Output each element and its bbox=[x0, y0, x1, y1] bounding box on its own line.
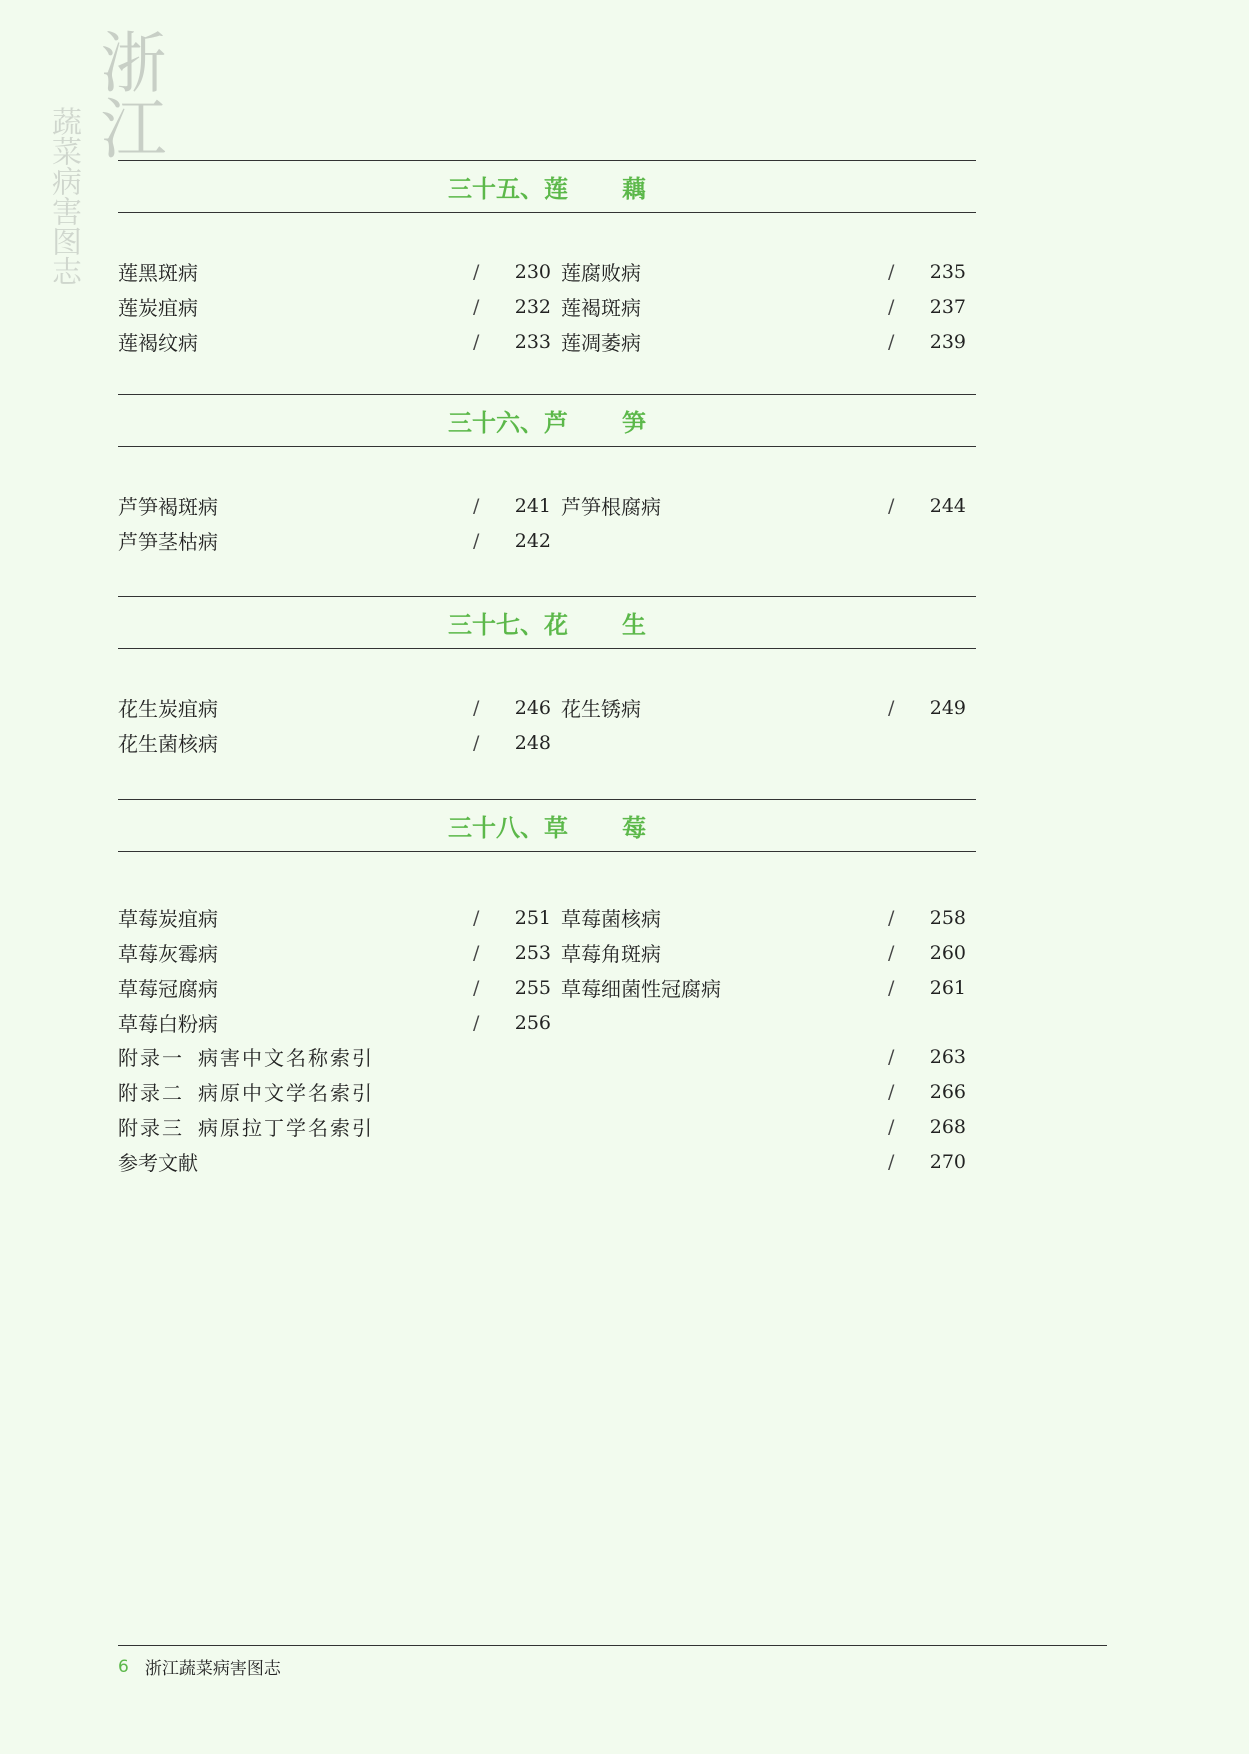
appendix-title: 病原拉丁学名索引 bbox=[198, 1116, 374, 1140]
entry-label: 芦笋茎枯病 bbox=[118, 530, 218, 554]
entry-page: 258 bbox=[929, 906, 966, 929]
entry-page: 239 bbox=[929, 330, 966, 353]
separator: / bbox=[473, 529, 480, 552]
entry-label: 草莓冠腐病 bbox=[118, 977, 218, 1001]
entry-label: 草莓白粉病 bbox=[118, 1012, 218, 1036]
separator: / bbox=[473, 696, 480, 719]
book-subtitle-mark: 蔬菜病害图志 bbox=[46, 106, 81, 286]
toc-entry[interactable] bbox=[118, 935, 561, 970]
toc-content bbox=[118, 160, 976, 1179]
appendix-entry[interactable] bbox=[118, 1109, 976, 1144]
appendix-list bbox=[118, 1039, 976, 1179]
entry-page: 230 bbox=[514, 260, 551, 283]
page-footer bbox=[118, 1645, 1107, 1679]
separator: / bbox=[473, 295, 480, 318]
separator: / bbox=[473, 330, 480, 353]
section-header bbox=[118, 160, 976, 213]
separator: / bbox=[888, 330, 895, 353]
toc-entry[interactable] bbox=[561, 488, 976, 523]
entry-label: 草莓灰霉病 bbox=[118, 942, 218, 966]
entry-page: 244 bbox=[929, 494, 966, 517]
separator: / bbox=[888, 1080, 895, 1103]
entry-label: 草莓炭疽病 bbox=[118, 907, 218, 931]
entry-label: 草莓菌核病 bbox=[561, 907, 661, 931]
appendix-prefix: 附录二 bbox=[118, 1081, 184, 1105]
toc-entry[interactable] bbox=[118, 725, 561, 760]
section-number: 三十五、 bbox=[448, 175, 544, 203]
toc-entry[interactable] bbox=[561, 254, 976, 289]
entry-page: 255 bbox=[514, 976, 551, 999]
separator: / bbox=[473, 941, 480, 964]
appendix-title: 病原中文学名索引 bbox=[198, 1081, 374, 1105]
toc-entry[interactable] bbox=[118, 324, 561, 359]
section-header bbox=[118, 799, 976, 852]
section-header bbox=[118, 394, 976, 447]
separator: / bbox=[888, 696, 895, 719]
book-title-mark: 浙江 bbox=[89, 28, 166, 160]
toc-entry[interactable] bbox=[561, 289, 976, 324]
toc-entry[interactable] bbox=[118, 900, 561, 935]
section-name-b: 藕 bbox=[622, 175, 646, 203]
toc-section bbox=[118, 596, 976, 799]
separator: / bbox=[473, 906, 480, 929]
entry-label: 花生炭疽病 bbox=[118, 697, 218, 721]
toc-entry[interactable] bbox=[561, 900, 976, 935]
toc-section bbox=[118, 799, 976, 1039]
section-name-a: 花 bbox=[544, 611, 568, 639]
entry-label: 莲褐斑病 bbox=[561, 296, 641, 320]
appendix-entry[interactable] bbox=[118, 1074, 976, 1109]
separator: / bbox=[888, 1115, 895, 1138]
separator: / bbox=[888, 976, 895, 999]
appendix-page: 263 bbox=[929, 1045, 966, 1068]
entry-label: 草莓细菌性冠腐病 bbox=[561, 977, 721, 1001]
toc-entry[interactable] bbox=[561, 324, 976, 359]
entry-page: 237 bbox=[929, 295, 966, 318]
toc-entry[interactable] bbox=[561, 935, 976, 970]
appendix-page: 266 bbox=[929, 1080, 966, 1103]
section-name-b: 生 bbox=[622, 611, 646, 639]
entry-page: 260 bbox=[929, 941, 966, 964]
separator: / bbox=[888, 906, 895, 929]
entry-label: 草莓角斑病 bbox=[561, 942, 661, 966]
toc-entry[interactable] bbox=[561, 970, 976, 1005]
appendix-prefix: 附录三 bbox=[118, 1116, 184, 1140]
toc-entry[interactable] bbox=[118, 523, 561, 558]
separator: / bbox=[888, 494, 895, 517]
entry-label: 莲炭疽病 bbox=[118, 296, 198, 320]
footer-book-title: 浙江蔬菜病害图志 bbox=[144, 1659, 281, 1679]
toc-entry[interactable] bbox=[118, 690, 561, 725]
toc-entry[interactable] bbox=[118, 488, 561, 523]
entry-label: 莲褐纹病 bbox=[118, 331, 198, 355]
entry-label: 芦笋根腐病 bbox=[561, 495, 661, 519]
separator: / bbox=[473, 731, 480, 754]
entry-label: 花生菌核病 bbox=[118, 732, 218, 756]
entry-label: 莲黑斑病 bbox=[118, 261, 198, 285]
separator: / bbox=[473, 1011, 480, 1034]
appendix-title: 病害中文名称索引 bbox=[198, 1046, 374, 1070]
entry-page: 261 bbox=[929, 976, 966, 999]
separator: / bbox=[888, 295, 895, 318]
entry-page: 235 bbox=[929, 260, 966, 283]
appendix-page: 270 bbox=[929, 1150, 966, 1173]
entry-page: 246 bbox=[514, 696, 551, 719]
page-number: 6 bbox=[118, 1656, 129, 1677]
separator: / bbox=[473, 494, 480, 517]
entry-page: 241 bbox=[514, 494, 551, 517]
entry-label: 莲腐败病 bbox=[561, 261, 641, 285]
section-number: 三十七、 bbox=[448, 611, 544, 639]
appendix-entry[interactable] bbox=[118, 1144, 976, 1179]
separator: / bbox=[888, 1150, 895, 1173]
appendix-page: 268 bbox=[929, 1115, 966, 1138]
entry-page: 251 bbox=[514, 906, 551, 929]
section-name-a: 草 bbox=[544, 814, 568, 842]
separator: / bbox=[473, 976, 480, 999]
appendix-prefix: 参考文献 bbox=[118, 1151, 198, 1175]
toc-entry[interactable] bbox=[118, 970, 561, 1005]
section-name-a: 莲 bbox=[544, 175, 568, 203]
appendix-entry[interactable] bbox=[118, 1039, 976, 1074]
toc-entry[interactable] bbox=[118, 254, 561, 289]
entry-label: 花生锈病 bbox=[561, 697, 641, 721]
section-name-b: 莓 bbox=[622, 814, 646, 842]
toc-section bbox=[118, 394, 976, 596]
separator: / bbox=[888, 260, 895, 283]
entry-label: 莲凋萎病 bbox=[561, 331, 641, 355]
toc-section bbox=[118, 160, 976, 394]
section-number: 三十六、 bbox=[448, 409, 544, 437]
entry-label: 芦笋褐斑病 bbox=[118, 495, 218, 519]
toc-entry[interactable] bbox=[118, 289, 561, 324]
entry-page: 233 bbox=[514, 330, 551, 353]
separator: / bbox=[888, 1045, 895, 1068]
entry-page: 248 bbox=[514, 731, 551, 754]
section-name-a: 芦 bbox=[544, 409, 568, 437]
toc-entry[interactable] bbox=[118, 1005, 561, 1040]
appendix-prefix: 附录一 bbox=[118, 1046, 184, 1070]
entry-page: 242 bbox=[514, 529, 551, 552]
separator: / bbox=[473, 260, 480, 283]
separator: / bbox=[888, 941, 895, 964]
entry-page: 253 bbox=[514, 941, 551, 964]
entry-page: 256 bbox=[514, 1011, 551, 1034]
entry-page: 249 bbox=[929, 696, 966, 719]
entry-page: 232 bbox=[514, 295, 551, 318]
section-name-b: 笋 bbox=[622, 409, 646, 437]
section-header bbox=[118, 596, 976, 649]
section-number: 三十八、 bbox=[448, 814, 544, 842]
toc-entry[interactable] bbox=[561, 690, 976, 725]
